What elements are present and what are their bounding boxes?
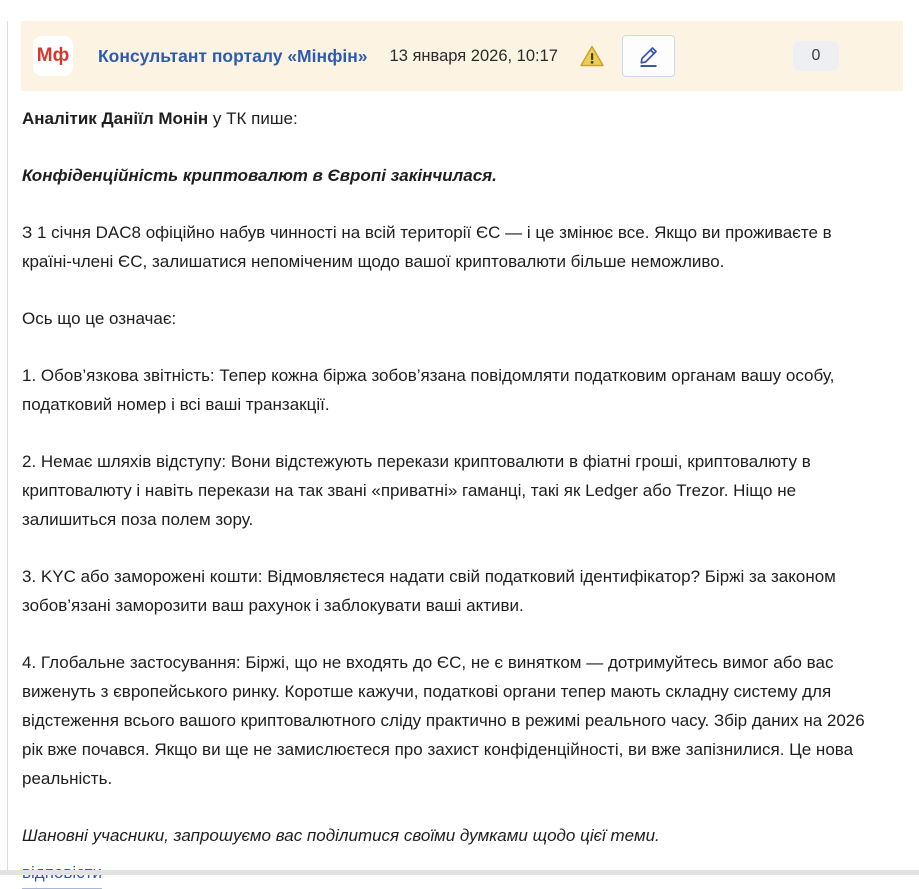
post-paragraph: 4. Глобальне застосування: Біржі, що не входять до ЄС, не є винятком — дотримуйтесь вимог або вас виженуть з європейського ринку. Коротше кажучи, податкові органи тепер мають складну систему для відстеження всього вашого криптовалютного сліду практично в режимі реального часу. Збір даних на 2026 рік вже почався. Якщо ви ще не замислюєтеся про захист конфіденційності, ви вже запізнилися. Це нова реальність. [22, 653, 865, 788]
post-body [21, 91, 903, 889]
rating-badge [793, 41, 839, 71]
edit-button[interactable] [622, 35, 675, 77]
post-paragraph: З 1 січня DAC8 офіційно набув чинності на всій території ЄС — і це змінює все. Якщо ви проживаєте в країні-члені ЄС, залишатися непоміченим щодо вашої криптовалюти більше неможливо. [22, 223, 832, 271]
post-paragraph: 3. KYC або заморожені кошти: Відмовляєтеся надати свій податковий ідентифікатор? Біржі за законом зобов’язані заморозити ваш рахунок і заблокувати ваші активи. [22, 567, 836, 615]
post-paragraph: 2. Немає шляхів відступу: Вони відстежують перекази криптовалюти в фіатні гроші, криптовалюту в криптовалюту і навіть перекази на так звані «приватні» гаманці, такі як Ledger або Trezor. Ніщо не залишиться поза полем зору. [22, 452, 811, 529]
post-header [21, 21, 903, 91]
reply-link[interactable] [22, 863, 102, 889]
rating-value: 0 [811, 47, 821, 64]
avatar-logo-text: Мф [36, 45, 70, 66]
post-paragraph: Ось що це означає: [22, 309, 177, 328]
post-byline [22, 104, 883, 133]
author-link[interactable]: Консультант порталу «Мінфін» [98, 45, 368, 66]
comment-post [21, 21, 903, 889]
pencil-icon [635, 43, 661, 69]
report-button[interactable] [580, 45, 604, 67]
avatar[interactable] [33, 36, 73, 76]
post-timestamp: 13 января 2026, 10:17 [389, 46, 558, 65]
post-paragraph: 1. Обов’язкова звітність: Тепер кожна біржа зобов’язана повідомляти податковим органам вашу особу, податковий номер і всі ваші транзакції. [22, 366, 835, 414]
post-lead: Конфіденційність криптовалют в Європі закінчилася. [22, 166, 497, 185]
byline-suffix: у ТК пише: [208, 109, 298, 128]
bottom-divider [0, 870, 919, 875]
post-closing: Шановні учасники, запрошуємо вас поділитися своїми думками щодо цієї теми. [22, 826, 660, 845]
byline-author: Аналітик Даніїл Монін [22, 109, 209, 128]
thread-left-border [7, 21, 8, 875]
warning-triangle-icon [580, 45, 604, 67]
